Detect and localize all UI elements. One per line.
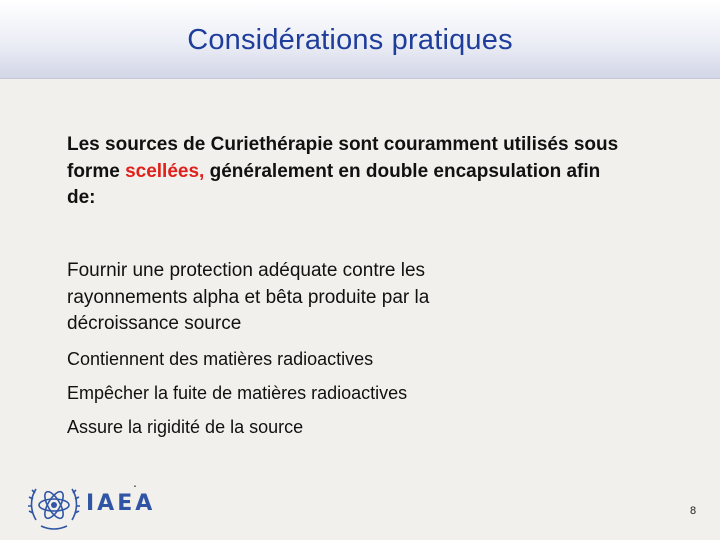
intro-text-after: généralement en double encapsulation afin de:	[67, 160, 601, 208]
stray-dot: .	[133, 474, 137, 490]
page-number: 8	[690, 505, 697, 517]
iaea-logo	[27, 480, 167, 532]
intro-text-before: Les sources de Curiethérapie sont couramment utilisés sous forme	[67, 134, 619, 182]
list-item: Empêcher la fuite de matières radioactives	[67, 383, 408, 403]
slide-title: Considérations pratiques	[187, 24, 513, 56]
iaea-atom-emblem-icon	[27, 480, 81, 532]
list-item: Fournir une protection adéquate contre les rayonnements alpha et bêta produite par la décroissance source	[67, 260, 430, 334]
list-item: Contiennent des matières radioactives	[67, 349, 374, 369]
intro-highlight: scellées,	[125, 160, 205, 182]
iaea-logo-text: IAEA	[86, 491, 156, 516]
list-item: Assure la rigidité de la source	[67, 417, 304, 437]
intro-paragraph	[67, 132, 627, 212]
